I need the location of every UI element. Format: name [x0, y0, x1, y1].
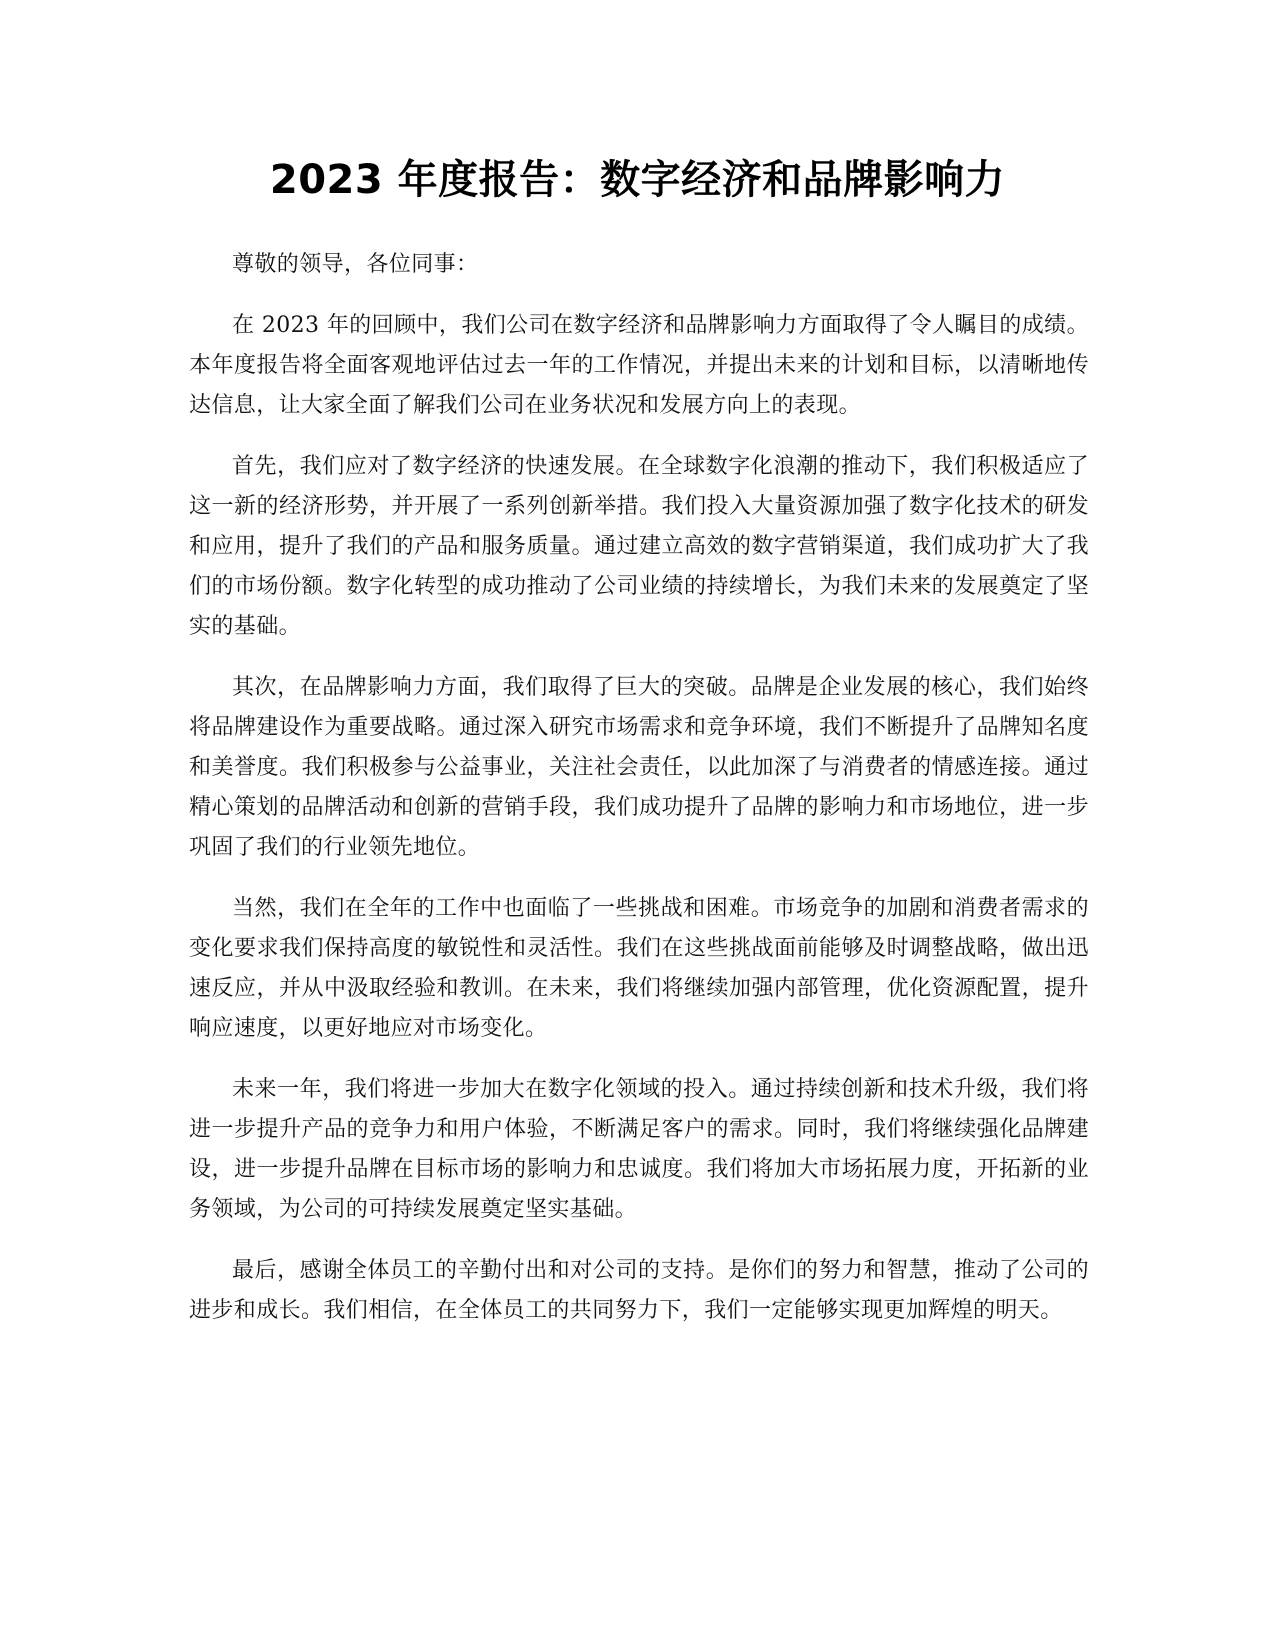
document-title: 2023 年度报告：数字经济和品牌影响力 — [269, 157, 1006, 203]
paragraph-thanks: 最后，感谢全体员工的辛勤付出和对公司的支持。是你们的努力和智慧，推动了公司的进步和成长。我们相信，在全体员工的共同努力下，我们一定能够实现更加辉煌的明天。 — [189, 1258, 1089, 1323]
paragraph-intro: 在 2023 年的回顾中，我们公司在数字经济和品牌影响力方面取得了令人瞩目的成绩。本年度报告将全面客观地评估过去一年的工作情况，并提出未来的计划和目标，以清晰地传达信息，让大家全面了解我们公司在业务状况和发展方向上的表现。 — [189, 313, 1089, 418]
paragraph-challenges: 当然，我们在全年的工作中也面临了一些挑战和困难。市场竞争的加剧和消费者需求的变化要求我们保持高度的敏锐性和灵活性。我们在这些挑战面前能够及时调整战略，做出迅速反应，并从中汲取经验和教训。在未来，我们将继续加强内部管理，优化资源配置，提升响应速度，以更好地应对市场变化。 — [189, 896, 1089, 1041]
paragraph-salutation: 尊敬的领导，各位同事： — [232, 252, 479, 277]
paragraph-brand-influence: 其次，在品牌影响力方面，我们取得了巨大的突破。品牌是企业发展的核心，我们始终将品牌建设作为重要战略。通过深入研究市场需求和竞争环境，我们不断提升了品牌知名度和美誉度。我们积极参与公益事业，关注社会责任，以此加深了与消费者的情感连接。通过精心策划的品牌活动和创新的营销手段，我们成功提升了品牌的影响力和市场地位，进一步巩固了我们的行业领先地位。 — [189, 675, 1089, 860]
paragraph-digital-economy: 首先，我们应对了数字经济的快速发展。在全球数字化浪潮的推动下，我们积极适应了这一新的经济形势，并开展了一系列创新举措。我们投入大量资源加强了数字化技术的研发和应用，提升了我们的产品和服务质量。通过建立高效的数字营销渠道，我们成功扩大了我们的市场份额。数字化转型的成功推动了公司业绩的持续增长，为我们未来的发展奠定了坚实的基础。 — [189, 454, 1089, 639]
document-body — [189, 245, 1089, 1352]
paragraph-next-year: 未来一年，我们将进一步加大在数字化领域的投入。通过持续创新和技术升级，我们将进一步提升产品的竞争力和用户体验，不断满足客户的需求。同时，我们将继续强化品牌建设，进一步提升品牌在目标市场的影响力和忠诚度。我们将加大市场拓展力度，开拓新的业务领域，为公司的可持续发展奠定坚实基础。 — [189, 1077, 1089, 1222]
